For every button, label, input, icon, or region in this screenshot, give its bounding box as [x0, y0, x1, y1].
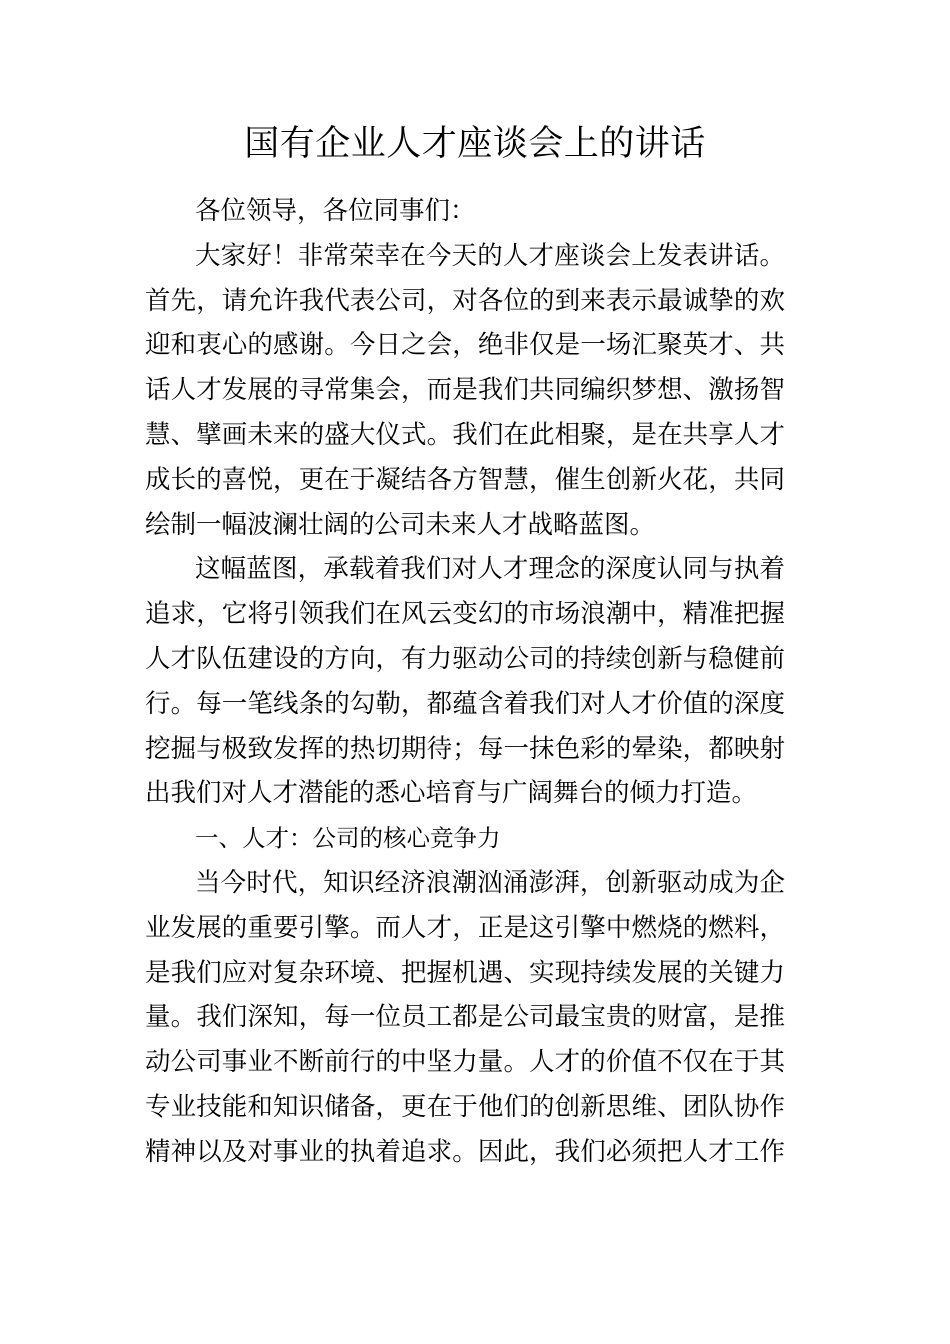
paragraph-3-line-2: 业发展的重要引擎。而人才，正是这引擎中燃烧的燃料， — [145, 912, 785, 943]
paragraph-1-line-3: 迎和衷心的感谢。今日之会，绝非仅是一场汇聚英才、共 — [145, 330, 785, 361]
paragraph-1-line-4: 话人才发展的寻常集会，而是我们共同编织梦想、激扬智 — [145, 375, 785, 406]
section-heading: 一、人才：公司的核心竞争力 — [195, 824, 501, 853]
paragraph-3-line-7: 精神以及对事业的执着追求。因此，我们必须把人才工作 — [145, 1136, 785, 1167]
paragraph-1 — [145, 234, 785, 548]
paragraph-1-line-5: 慧、擘画未来的盛大仪式。我们在此相聚，是在共享人才 — [145, 419, 785, 450]
paragraph-1-line-6: 成长的喜悦，更在于凝结各方智慧，催生创新火花，共同 — [145, 464, 785, 495]
paragraph-2-line-6: 出我们对人才潜能的悉心培育与广阔舞台的倾力打造。 — [145, 778, 758, 809]
paragraph-3-line-4: 量。我们深知，每一位员工都是公司最宝贵的财富，是推 — [145, 1002, 785, 1033]
document-body — [145, 189, 785, 1175]
paragraph-3-line-5: 动公司事业不断前行的中坚力量。人才的价值不仅在于其 — [145, 1047, 785, 1078]
document-title: 国有企业人才座谈会上的讲话 — [244, 124, 706, 164]
paragraph-1-line-7: 绘制一幅波澜壮阔的公司未来人才战略蓝图。 — [145, 509, 656, 540]
paragraph-2-line-2: 追求，它将引领我们在风云变幻的市场浪潮中，精准把握 — [145, 599, 785, 630]
paragraph-2-line-5: 挖掘与极致发挥的热切期待；每一抹色彩的晕染，都映射 — [145, 733, 785, 764]
paragraph-3-line-1: 当今时代，知识经济浪潮汹涌澎湃，创新驱动成为企 — [195, 867, 785, 898]
paragraph-1-line-2: 首先，请允许我代表公司，对各位的到来表示最诚挚的欢 — [145, 285, 785, 316]
paragraph-2 — [145, 547, 785, 816]
greeting-line: 各位领导，各位同事们： — [195, 196, 476, 226]
paragraph-2-line-3: 人才队伍建设的方向，有力驱动公司的持续创新与稳健前 — [145, 643, 785, 674]
paragraph-2-line-4: 行。每一笔线条的勾勒，都蕴含着我们对人才价值的深度 — [145, 688, 785, 719]
paragraph-1-line-1: 大家好！非常荣幸在今天的人才座谈会上发表讲话。 — [195, 240, 785, 271]
paragraph-3 — [145, 861, 785, 1175]
paragraph-3-line-6: 专业技能和知识储备，更在于他们的创新思维、团队协作 — [145, 1091, 785, 1122]
paragraph-3-line-3: 是我们应对复杂环境、把握机遇、实现持续发展的关键力 — [145, 957, 785, 988]
paragraph-2-line-1: 这幅蓝图，承载着我们对人才理念的深度认同与执着 — [195, 554, 785, 585]
